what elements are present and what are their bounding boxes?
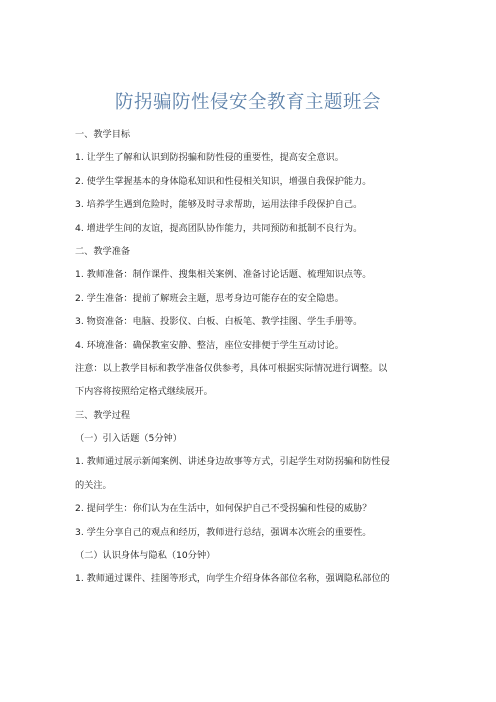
note-line: 下内容将按照给定格式继续展开。 — [75, 386, 213, 398]
paragraph-line: 4. 环境准备：确保教室安静、整洁，座位安排便于学生互动讨论。 — [75, 339, 344, 351]
paragraph-line: 1. 教师准备：制作课件、搜集相关案例、准备讨论话题、梳理知识点等。 — [75, 269, 372, 281]
paragraph-line: 1. 让学生了解和认识到防拐骗和防性侵的重要性，提高安全意识。 — [75, 152, 344, 164]
paragraph-line: 3. 物资准备：电脑、投影仪、白板、白板笔、教学挂图、学生手册等。 — [75, 316, 363, 328]
paragraph-line: 3. 学生分享自己的观点和经历，教师进行总结，强调本次班会的重要性。 — [75, 526, 372, 538]
subsection-heading-intro: （一）引入话题（5分钟） — [75, 433, 182, 445]
paragraph-line: 1. 教师通过课件、挂图等形式，向学生介绍身体各部位名称，强调隐私部位的 — [75, 573, 390, 585]
section-heading-objectives: 一、教学目标 — [75, 129, 131, 140]
section-heading-preparation: 二、教学准备 — [75, 245, 131, 257]
document-title: 防拐骗防性侵安全教育主题班会 — [114, 92, 381, 113]
paragraph-line: 2. 提问学生：你们认为在生活中，如何保护自己不受拐骗和性侵的威胁？ — [75, 503, 372, 515]
paragraph-line: 2. 学生准备：提前了解班会主题，思考身边可能存在的安全隐患。 — [75, 292, 344, 304]
paragraph-line: 4. 增进学生间的友谊，提高团队协作能力，共同预防和抵制不良行为。 — [75, 222, 363, 234]
subsection-heading-body-privacy: （二）认识身体与隐私（10分钟） — [75, 550, 216, 562]
paragraph-line: 1. 教师通过展示新闻案例、讲述身边故事等方式，引起学生对防拐骗和防性侵 — [75, 456, 390, 468]
paragraph-line: 的关注。 — [75, 479, 112, 491]
note-line: 注意：以上教学目标和教学准备仅供参考，具体可根据实际情况进行调整。以 — [75, 362, 388, 374]
section-heading-process: 三、教学过程 — [75, 409, 131, 421]
document-body — [75, 123, 425, 591]
paragraph-line: 2. 使学生掌握基本的身体隐私知识和性侵相关知识，增强自我保护能力。 — [75, 175, 372, 187]
paragraph-line: 3. 培养学生遇到危险时，能够及时寻求帮助，运用法律手段保护自己。 — [75, 199, 363, 211]
